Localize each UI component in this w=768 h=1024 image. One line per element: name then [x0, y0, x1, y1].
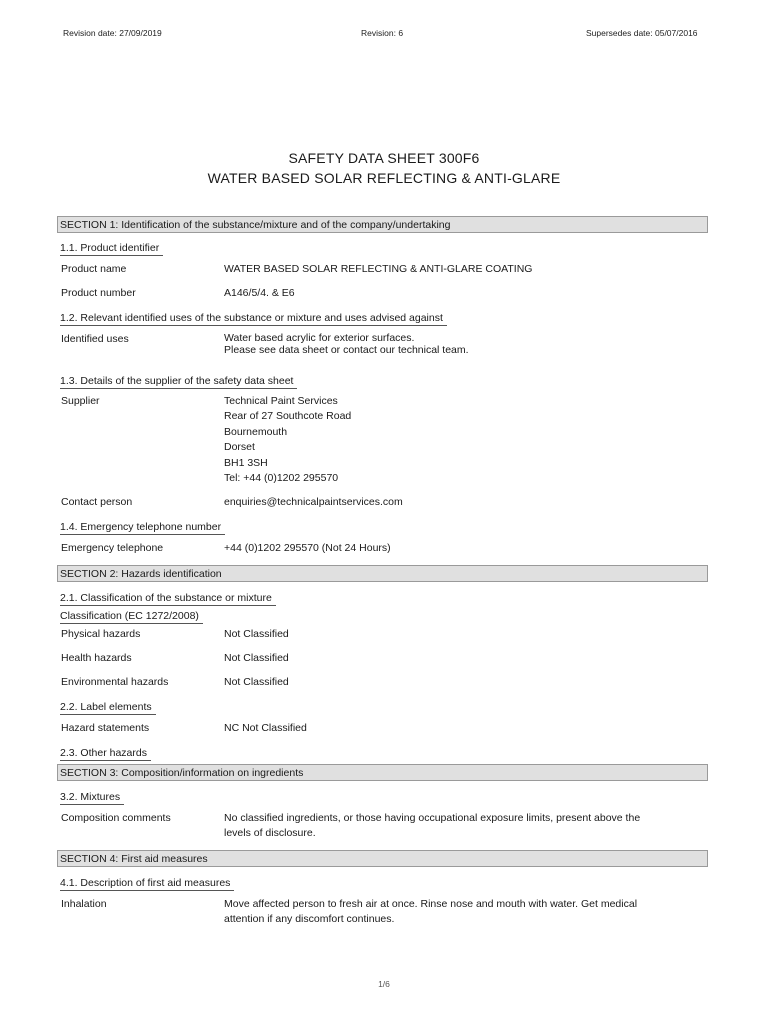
contact-person-value: enquiries@technicalpaintservices.com [224, 496, 403, 508]
section-2-heading: SECTION 2: Hazards identification [57, 565, 708, 582]
hazard-statements-value: NC Not Classified [224, 722, 307, 734]
product-name-label: Product name [61, 263, 127, 275]
subsection-2-1: 2.1. Classification of the substance or mixture [60, 591, 276, 606]
document-title: SAFETY DATA SHEET 300F6 [288, 150, 480, 166]
supersedes-date: Supersedes date: 05/07/2016 [586, 28, 698, 38]
physical-hazards-value: Not Classified [224, 628, 289, 640]
section-3-heading: SECTION 3: Composition/information on ingredients [57, 764, 708, 781]
section-4-heading: SECTION 4: First aid measures [57, 850, 708, 867]
revision-number: Revision: 6 [361, 28, 404, 38]
emergency-telephone-label: Emergency telephone [61, 542, 164, 554]
inhalation-value: Move affected person to fresh air at once. Rinse nose and mouth with water. Get medical attention if any discomfort continues. [224, 898, 638, 926]
subsection-1-3: 1.3. Details of the supplier of the safety data sheet [60, 374, 297, 389]
page-number: 1/6 [378, 979, 390, 989]
product-name-value: WATER BASED SOLAR REFLECTING & ANTI-GLARE COATING [224, 263, 533, 275]
subsection-3-2: 3.2. Mixtures [60, 790, 124, 805]
health-hazards-label: Health hazards [61, 652, 132, 664]
subsection-2-3: 2.3. Other hazards [60, 746, 151, 761]
inhalation-label: Inhalation [61, 898, 107, 910]
classification-heading: Classification (EC 1272/2008) [60, 609, 203, 624]
supplier-label: Supplier [61, 395, 100, 407]
subsection-2-2: 2.2. Label elements [60, 700, 156, 715]
contact-person-label: Contact person [61, 496, 133, 508]
environmental-hazards-label: Environmental hazards [61, 676, 169, 688]
environmental-hazards-value: Not Classified [224, 676, 289, 688]
identified-uses-value: Water based acrylic for exterior surfaces. Please see data sheet or contact our technical team. [224, 332, 469, 356]
emergency-telephone-value: +44 (0)1202 295570 (Not 24 Hours) [224, 542, 391, 554]
identified-uses-label: Identified uses [61, 333, 129, 345]
supplier-value: Technical Paint Services Rear of 27 Southcote Road Bournemouth Dorset BH1 3SH Tel: +44 (0)1202 295570 [224, 395, 352, 485]
composition-comments-label: Composition comments [61, 812, 171, 824]
product-number-value: A146/5/4. & E6 [224, 287, 295, 299]
revision-date: Revision date: 27/09/2019 [63, 28, 162, 38]
subsection-4-1: 4.1. Description of first aid measures [60, 876, 234, 891]
physical-hazards-label: Physical hazards [61, 628, 141, 640]
composition-comments-value: No classified ingredients, or those having occupational exposure limits, present above the levels of disclosure. [224, 812, 641, 840]
product-number-label: Product number [61, 287, 136, 299]
document-subtitle: WATER BASED SOLAR REFLECTING & ANTI-GLARE [207, 170, 561, 186]
hazard-statements-label: Hazard statements [61, 722, 150, 734]
section-1-heading: SECTION 1: Identification of the substance/mixture and of the company/undertaking [57, 216, 708, 233]
subsection-1-4: 1.4. Emergency telephone number [60, 520, 225, 535]
subsection-1-2: 1.2. Relevant identified uses of the substance or mixture and uses advised against [60, 311, 447, 326]
subsection-1-1: 1.1. Product identifier [60, 241, 163, 256]
health-hazards-value: Not Classified [224, 652, 289, 664]
